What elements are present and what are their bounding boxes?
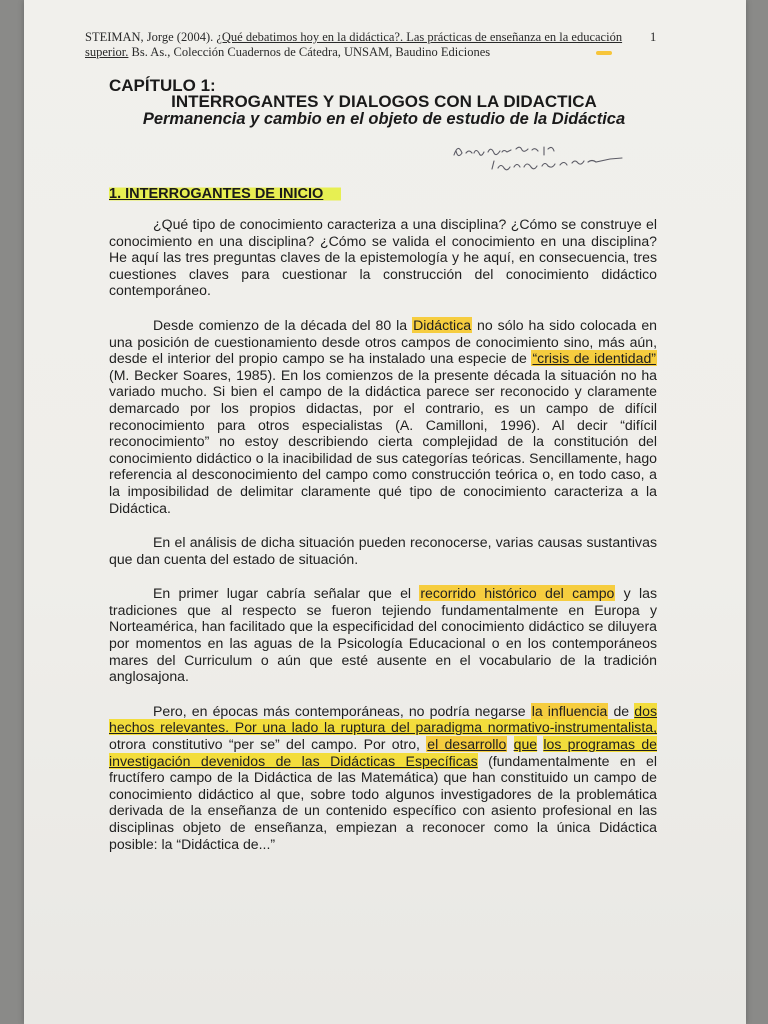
paragraph-5: Pero, en épocas más contemporáneas, no podría negarse la influencia de dos hechos relevantes. Por una lado la ruptura del paradigma normativo-instrumentalista, otrora constitutivo “per se” del campo. Por otro, el desarrollo que los programas de investigación devenidos de las Didácticas Específicas (fundamentalmente en el fructífero campo de la Didáctica de las Matemática) que han constituido un campo de conocimiento didáctico al que, sobre todo algunos investigadores de la problemática derivada de la enseñanza de un contenido específico con asiento profesional en las disciplinas objeto de enseñanza, empiezan a reconocer como la única Didáctica posible: la “Didáctica de...” [109,702,657,852]
paragraph-4: En primer lugar cabría señalar que el recorrido histórico del campo y las tradiciones que al respecto se fueron tejiendo fundamentalmente en Europa y Norteamérica, han facilitado que la especificidad del conocimiento didáctico se diluyera por momentos en las aguas de la Psicología Educacional o en los contemporáneos mares del Curriculum o aún que esté ausente en el vocabulario de la tradición anglosajona. [109,585,657,685]
paragraph-3: En el análisis de dicha situación pueden reconocerse, varias causas sustantivas que dan cuenta del estado de situación. [109,534,657,567]
citation-title: ¿Qué debatimos hoy en la didáctica?. Las prácticas de enseñanza en la educación superior. [85,30,623,59]
highlight-el-desarrollo: el desarrollo [427,736,507,753]
highlight-didactica: Didáctica [413,316,472,333]
citation-suffix: Bs. As., Colección Cuadernos de Cátedra, UNSAM, Baudino Ediciones [131,45,491,59]
chapter-label: CAPÍTULO 1: [109,76,216,95]
handwritten-note-icon [452,135,652,175]
citation-header [85,30,640,60]
document-page [24,0,746,1024]
citation-prefix: STEIMAN, Jorge (2004). [85,30,214,44]
highlight-programas-investigacion: los programas de investigación devenidos de las Didácticas Específicas [109,736,657,769]
highlight-recorrido-historico: recorrido histórico del campo [420,585,615,602]
highlight-mark [596,51,612,55]
highlight-crisis-identidad: “crisis de identidad” [532,350,656,367]
paragraph-1: ¿Qué tipo de conocimiento caracteriza a una disciplina? ¿Cómo se construye el conocimiento en una disciplina? ¿Cómo se valida el conocimiento en una disciplina? He aquí las tres preguntas claves de la epistemología y he aquí, en consecuencia, tres cuestiones claves para cuestionar la construcción del conocimiento didáctico contemporáneo. [109,216,657,299]
highlight-la-influencia: la influencia [531,702,608,719]
chapter-title: INTERROGANTES Y DIALOGOS CON LA DIDACTICA [171,92,597,111]
handwritten-note-text: Práctica de la enseñanza [456,170,490,174]
section-title: 1. INTERROGANTES DE INICIO [109,186,341,202]
body-text [109,216,657,870]
highlight-dos-hechos: dos hechos relevantes. Por una lado la ruptura del paradigma normativo-instrumentalista, [109,702,657,736]
page-number: 1 [650,30,657,44]
chapter-subtitle: Permanencia y cambio en el objeto de estudio de la Didáctica [142,110,626,128]
paragraph-2: Desde comienzo de la década del 80 la Didáctica no sólo ha sido colocada en una posición de cuestionamiento desde otros campos de conocimiento sino, más aún, desde el interior del propio campo se ha instalado una especie de “crisis de identidad” (M. Becker Soares, 1985). En los comienzos de la presente década la situación no ha variado mucho. Si bien el campo de la didáctica parece ser reconocido y claramente demarcado por los propios didactas, por el contrario, es un campo de difícil reconocimiento para otros especialistas (A. Camilloni, 1996). Al decir “difícil reconocimiento” no estoy describiendo cierta complejidad de la constitución del conocimiento didáctico o la inacibilidad de sus categorías teóricas. Sencillamente, hago referencia al desconocimiento del campo como construcción teórica o, en todo caso, a la imposibilidad de delimitar claramente qué tipo de conocimiento caracteriza a la Didáctica. [109,316,658,516]
